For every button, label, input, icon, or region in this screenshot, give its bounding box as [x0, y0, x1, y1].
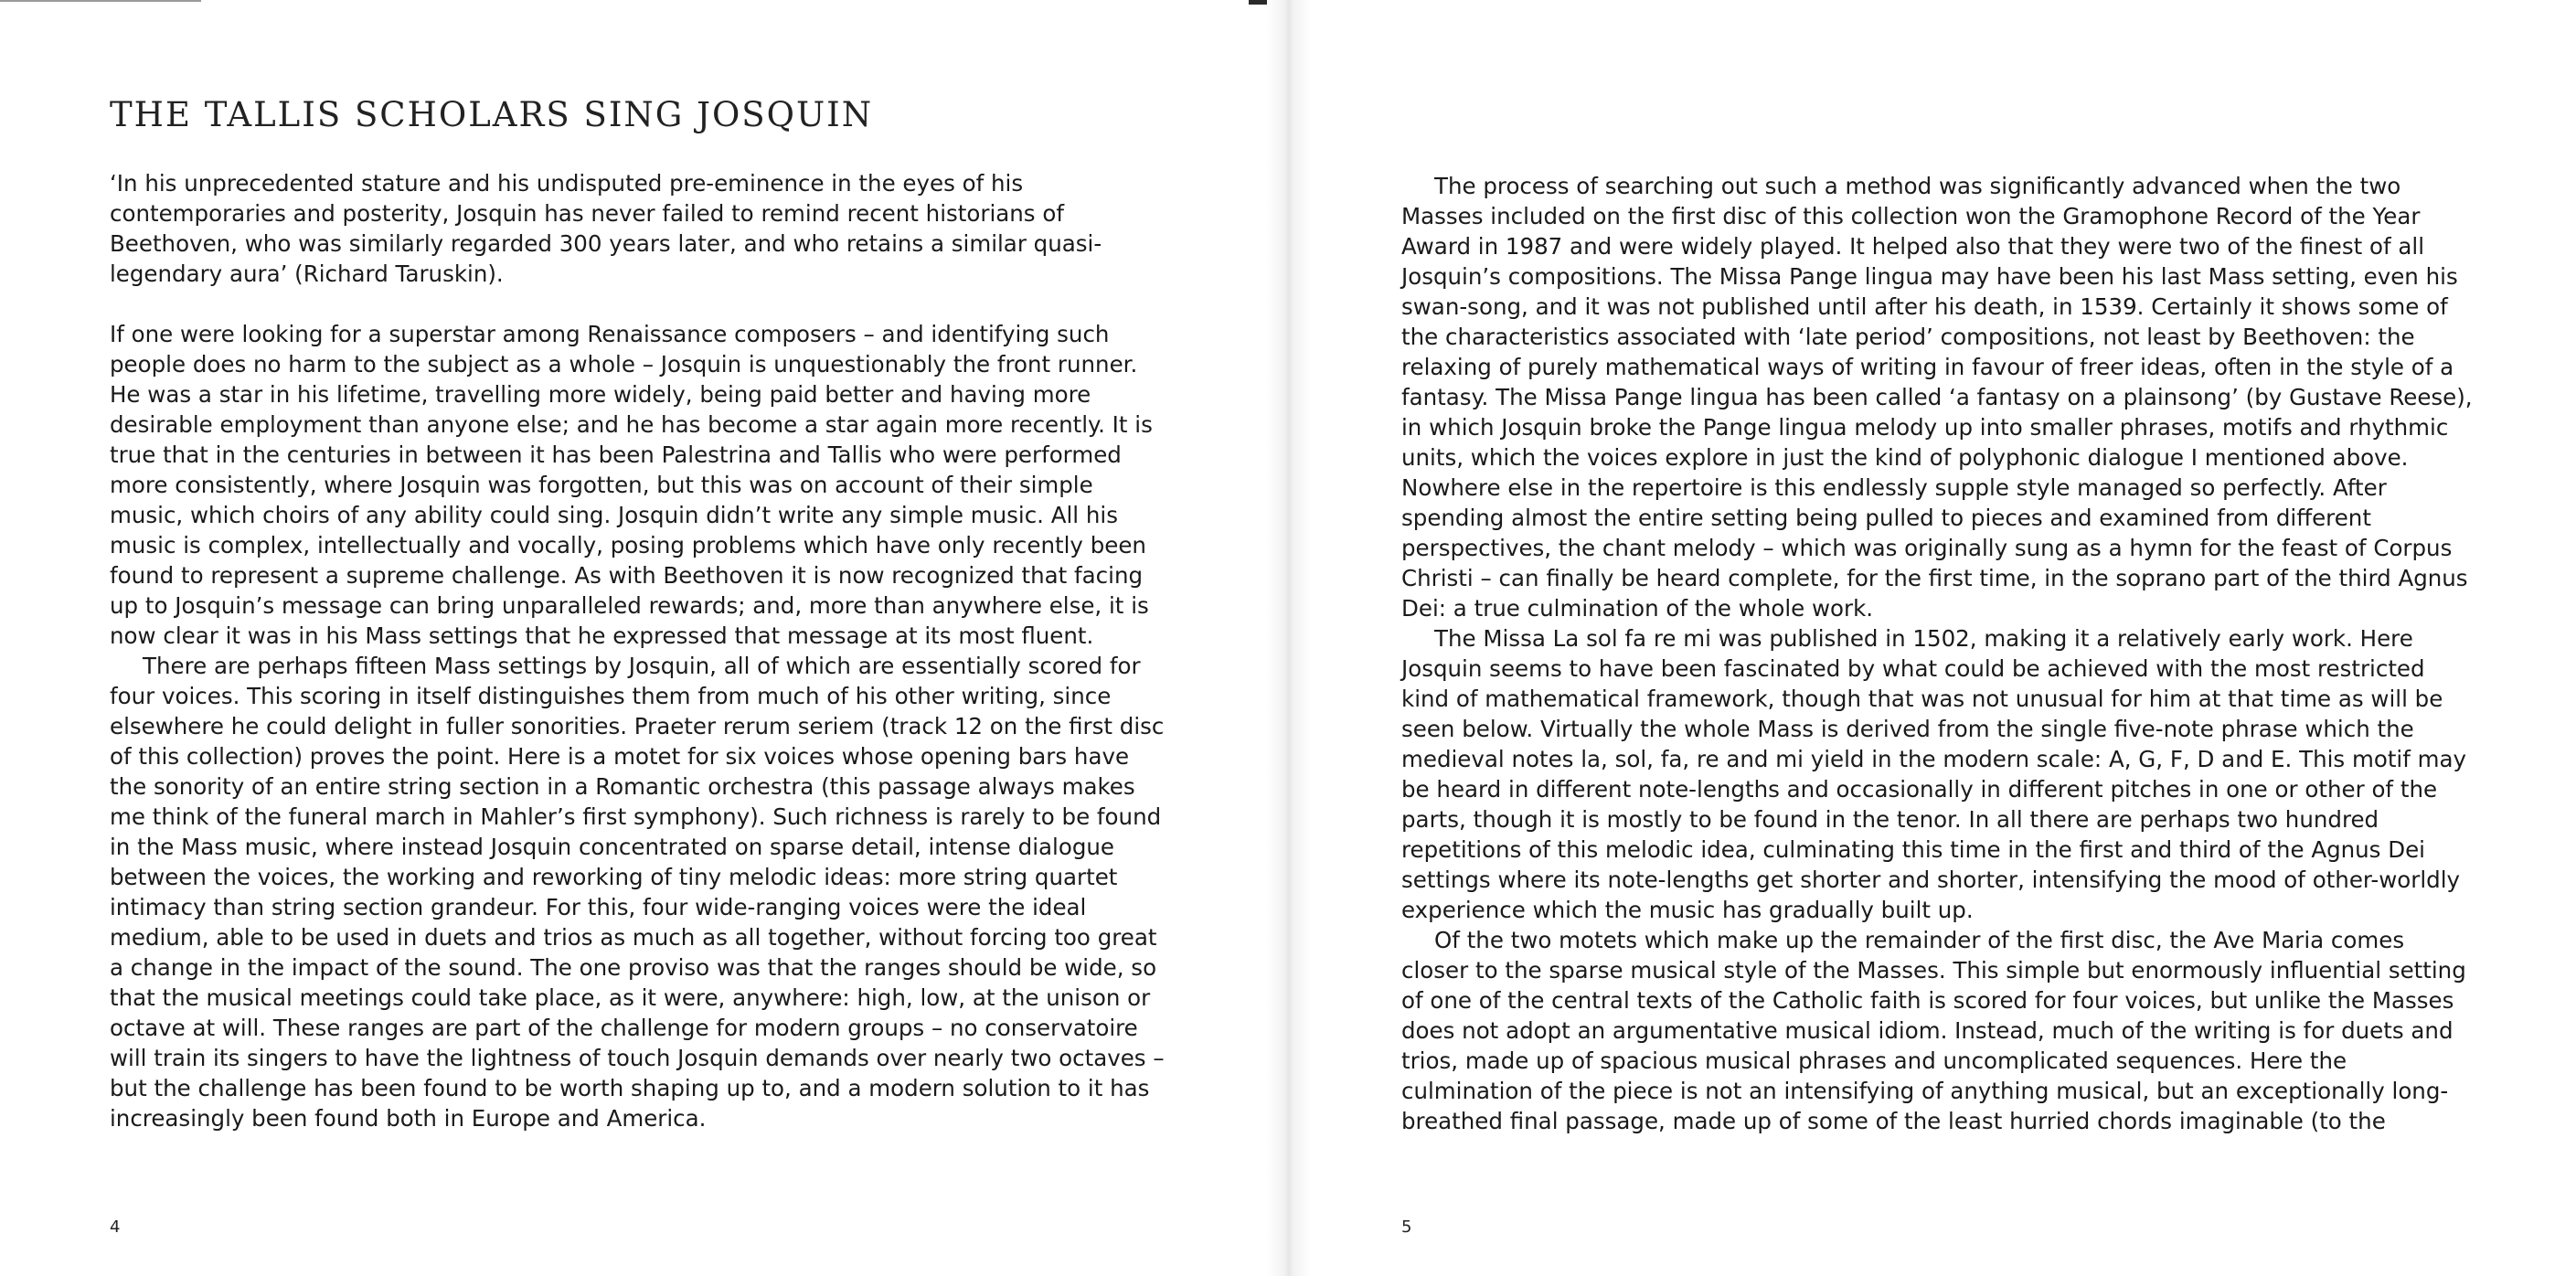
page-number-right: 5 [1401, 1218, 1412, 1237]
paragraph-pange-lingua: The process of searching out such a method was significantly advanced when the two Masses included on the first disc of this collection won the Gramophone Record of the Year Award in 1987 and were widely played. It helped also that they were two of the finest of all Josquin’s compositions. The Missa Pange lingua may have been his last Mass setting, even his swan-song, and it was not published until after his death, in 1539. Certainly it shows some of the characteristics associated with ‘late period’ compositions, not least by Beethoven: the relaxing of purely mathematical ways of writing in favour of freer ideas, often in the style of a fantasy. The Missa Pange lingua has been called ‘a fantasy on a plainsong’ (by Gustave Reese), in which Josquin broke the Pange lingua melody up into smaller phrases, motifs and rhythmic units, which the voices explore in just the kind of polyphonic dialogue I mentioned above. Nowhere else in the repertoire is this endlessly supple style managed so perfectly. After spending almost the entire setting being pulled to pieces and examined from different perspectives, the chant melody – which was originally sung as a hymn for the feast of Corpus Christi – can finally be heard complete, for the first time, in the soprano part of the third Agnus Dei: a true culmination of the whole work. [1401, 173, 2473, 622]
right-page [1288, 0, 2576, 1276]
left-page-body [110, 168, 1170, 1133]
paragraph-mass-settings: There are perhaps fifteen Mass settings by Josquin, all of which are essentially scored for four voices. This scoring in itself distinguishes them from much of his other writing, since elsewhere he could delight in fuller sonorities. Praeter rerum seriem (track 12 on the first disc of this collection) proves the point. Here is a motet for six voices whose opening bars have the sonority of an entire string section in a Romantic orchestra (this passage always makes me think of the funeral march in Mahler’s first symphony). Such richness is rarely to be found in the Mass music, where instead Josquin concentrated on sparse detail, intense dialogue between the voices, the working and reworking of tiny melodic ideas: more string quartet intimacy than string section grandeur. For this, four wide-ranging voices were the ideal medium, able to be used in duets and trios as much as all together, without forcing too great a change in the impact of the sound. The one proviso was that the ranges should be wide, so that the musical meetings could take place, as it were, anywhere: high, low, at the unison or octave at will. These ranges are part of the challenge for modern groups – no conservatoire will train its singers to have the lightness of touch Josquin demands over nearly two octaves – but the challenge has been found to be worth shaping up to, and a modern solution to it has increasingly been found both in Europe and America. [110, 653, 1165, 1132]
paragraph-quote: ‘In his unprecedented stature and his undisputed pre-eminence in the eyes of his contemporaries and posterity, Josquin has never failed to remind recent historians of Beethoven, who was similarly regarded 300 years later, and who retains a similar quasi-legendary aura’ (Richard Taruskin). [110, 170, 1102, 287]
page-number-left: 4 [110, 1218, 121, 1237]
paragraph-ave-maria: Of the two motets which make up the remainder of the first disc, the Ave Maria comes closer to the sparse musical style of the Masses. This simple but enormously influential setting of one of the central texts of the Catholic faith is scored for four voices, but unlike the Masses does not adopt an argumentative musical idiom. Instead, much of the writing is for duets and trios, made up of spacious musical phrases and uncomplicated sequences. Here the culmination of the piece is not an intensifying of anything musical, but an exceptionally long-breathed final passage, made up of some of the least hurried chords imaginable (to the [1401, 927, 2466, 1134]
paragraph-superstar: If one were looking for a superstar among Renaissance composers – and identifying such people does no harm to the subject as a whole – Josquin is unquestionably the front runner. He was a star in his lifetime, travelling more widely, being paid better and having more desirable employment than anyone else; and he has become a star again more recently. It is true that in the centuries in between it has been Palestrina and Tallis who were performed more consistently, where Josquin was forgotten, but this was on account of their simple music, which choirs of any ability could sing. Josquin didn’t write any simple music. All his music is complex, intellectually and vocally, posing problems which have only recently been found to represent a supreme challenge. As with Beethoven it is now recognized that facing up to Josquin’s message can bring unparalleled rewards; and, more than anywhere else, it is now clear it was in his Mass settings that he expressed that message at its most fluent. [110, 321, 1153, 649]
right-page-body [1401, 171, 2475, 1136]
paragraph-la-sol-fa-re-mi: The Missa La sol fa re mi was published in 1502, making it a relatively early work. Here Josquin seems to have been fascinated by what could be achieved with the most restricted kind of mathematical framework, though that was not unusual for him at that time as will be seen below. Virtually the whole Mass is derived from the single five-note phrase which the medieval notes la, sol, fa, re and mi yield in the modern scale: A, G, F, D and E. This motif may be heard in different note-lengths and occasionally in different pitches in one or other of the parts, though it is mostly to be found in the tenor. In all there are perhaps two hundred repetitions of this melodic idea, culminating this time in the first and third of the Agnus Dei settings where its note-lengths get shorter and shorter, intensifying the mood of other-worldly experience which the music has gradually built up. [1401, 625, 2467, 923]
page-title: THE TALLIS SCHOLARS SING JOSQUIN [110, 95, 874, 134]
